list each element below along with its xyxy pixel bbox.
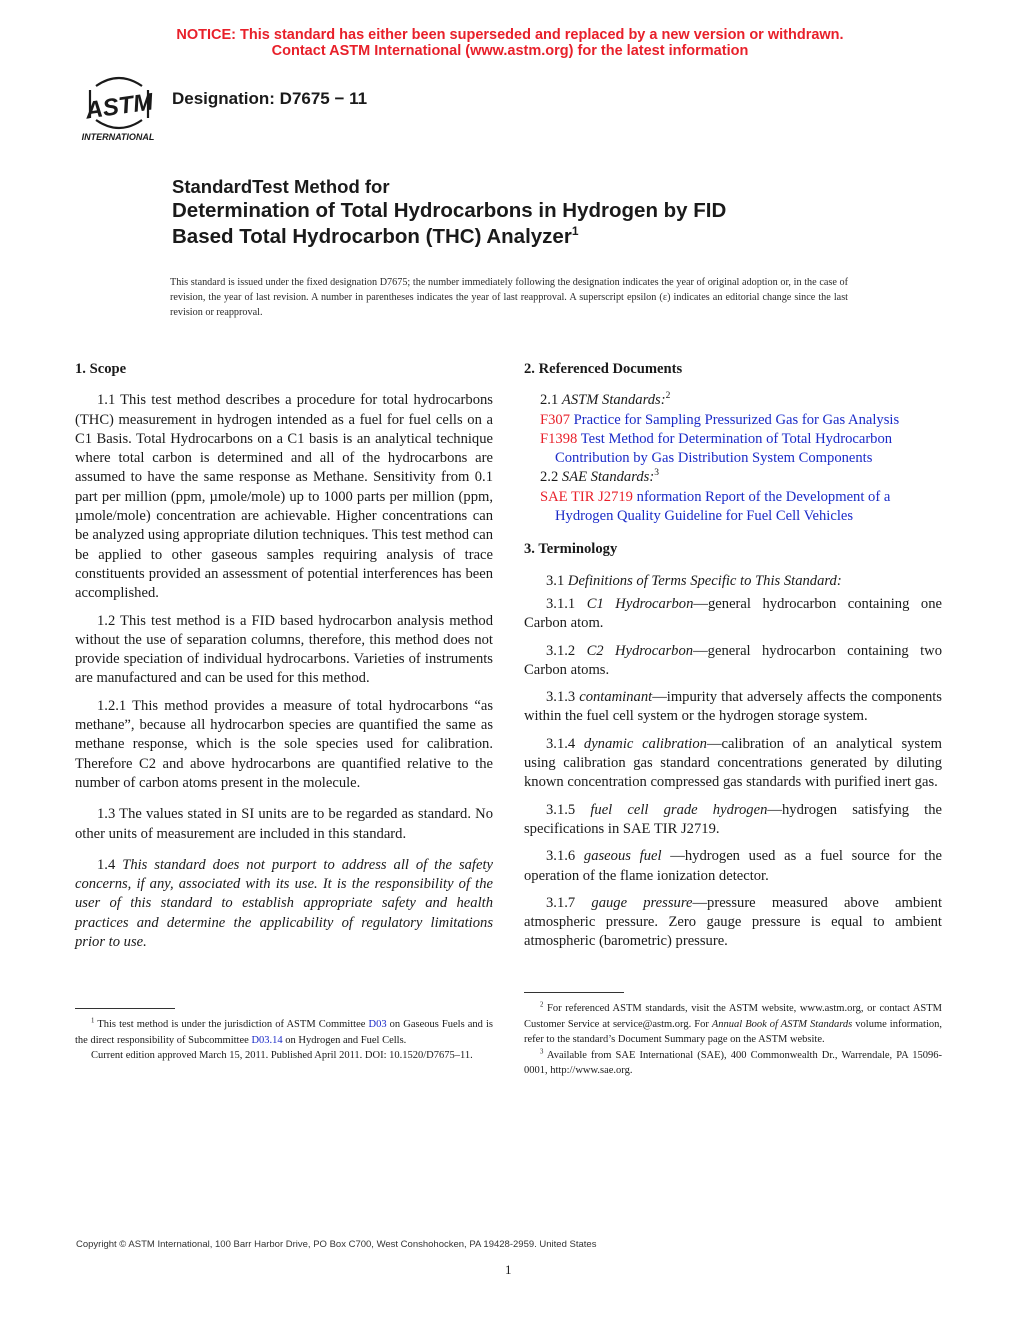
definition-list <box>524 595 942 952</box>
title-line-1: StandardTest Method for <box>172 176 390 197</box>
notice-line-2: Contact ASTM International (www.astm.org) for the latest information <box>271 43 749 59</box>
definition-3-1-3: 3.1.3 contaminant—impurity that adversely affects the components within the fuel cell system or the hydrogen storage system. <box>524 689 942 725</box>
copyright: Copyright © ASTM International, 100 Barr Harbor Drive, PO Box C700, West Conshohocken, PA 19428-2959. United States <box>76 1239 597 1250</box>
defined-term: fuel cell grade hydrogen <box>590 801 768 818</box>
definition-3-1-6: 3.1.6 gaseous fuel —hydrogen used as a fuel source for the operation of the flame ionization detector. <box>524 848 942 884</box>
definition-3-1-2: 3.1.2 C2 Hydrocarbon—general hydrocarbon containing two Carbon atoms. <box>524 642 942 678</box>
right-footnotes <box>524 992 942 1079</box>
scope-1-2-1: 1.2.1 This method provides a measure of total hydrocarbons “as methane”, because all hydrocarbon species are quantified the same as methane response, which is the sole species used for calibration. Therefore C2 and above hydrocarbons are quantified relative to the number of carbon atoms present in the molecule. <box>75 697 493 791</box>
definition-3-1-5: 3.1.5 fuel cell grade hydrogen—hydrogen satisfying the specifications in SAE TIR J2719. <box>524 801 942 837</box>
title-line-3: Based Total Hydrocarbon (THC) Analyzer$^1$ <box>172 224 579 248</box>
reference-title[interactable]: Practice for Sampling Pressurized Gas for Gas Analysis <box>573 411 900 428</box>
logo-sub: INTERNATIONAL <box>81 132 155 142</box>
definition-3-1-1: 3.1.1 C1 Hydrocarbon—general hydrocarbon containing one Carbon atom. <box>524 595 942 632</box>
sae-reference-list <box>524 488 942 527</box>
sae-standards-label: 2.2 SAE Standards:$^3$ <box>540 468 659 486</box>
definition-3-1-4: 3.1.4 dynamic calibration—calibration of an analytical system using calibration gas standard concentrations generated by diluting known concentration compressed gas standards with purified inert gas. <box>524 735 942 791</box>
defined-term: gaseous fuel <box>583 848 662 865</box>
reference-item[interactable] <box>524 430 942 469</box>
astm-standards-label: 2.1 ASTM Standards:$^2$ <box>540 391 671 409</box>
scope-heading: 1. Scope <box>75 361 127 377</box>
left-column <box>75 360 493 960</box>
scope-1-2: 1.2 This test method is a FID based hydrocarbon analysis method without the use of separation columns, therefore, this method does not provide speciation of individual hydrocarbons. Varieties of instruments are manufactured and can be used for this method. <box>75 612 493 687</box>
defined-term: C1 Hydrocarbon <box>586 595 694 612</box>
withdrawal-notice <box>0 27 1020 59</box>
defined-term: contaminant <box>579 689 653 706</box>
title-footnote-mark: 1 <box>571 224 579 239</box>
scope-1-3: 1.3 The values stated in SI units are to be regarded as standard. No other units of measurement are included in this standard. <box>75 806 493 842</box>
footnote-rule <box>524 992 624 993</box>
referenced-documents-heading: 2. Referenced Documents <box>524 361 683 377</box>
committee-link[interactable]: D03 <box>368 1019 387 1030</box>
astm-logo <box>76 72 162 144</box>
reference-item[interactable] <box>524 488 942 527</box>
terminology-3-1: 3.1 Definitions of Terms Specific to This Standard: <box>546 572 842 589</box>
designation: Designation: D7675 − 11 <box>172 89 368 108</box>
reference-item[interactable] <box>524 411 942 430</box>
logo-mark: ASTM <box>83 88 155 125</box>
footnote-1: $^1$ This test method is under the jurisdiction of ASTM Committee D03 on Gaseous Fuels and is the direct responsibility of Subcommittee D03.14 on Hydrogen and Fuel Cells. <box>75 1017 494 1046</box>
footnote-1-edition: Current edition approved March 15, 2011. Published April 2011. DOI: 10.1520/D7675–11. <box>91 1050 473 1061</box>
scope-1-1: 1.1 This test method describes a procedure for total hydrocarbons (THC) measurement in hydrogen intended as a fuel for fuel cells on a C1 Basis. Total Hydrocarbons on a C1 basis is an analytical technique where total carbon is determined and all of the hydrocarbons are assumed to have the same response as Methane. Sensitivity from 0.1 part per million (ppm, µmole/mole) up to 1000 parts per million (ppm, µmole/mole) concentration are achievable. Higher concentrations can be analyzed using appropriate dilution techniques. This test method can be applied to other gaseous samples requiring analysis of trace constituents provided an assessment of potential interferences has been accomplished. <box>75 392 493 602</box>
definition-3-1-7: 3.1.7 gauge pressure—pressure measured above ambient atmospheric pressure. Zero gauge pressure is equal to ambient atmospheric (barometric) pressure. <box>524 894 943 950</box>
footnote-2: $^2$ For referenced ASTM standards, visit the ASTM website, www.astm.org, or contact ASTM Customer Service at service@astm.org. For Annual Book of ASTM Standards volume information, refer to the standard’s Document Summary page on the ASTM website. <box>524 1001 943 1045</box>
page-number: 1 <box>505 1262 512 1277</box>
defined-term: C2 Hydrocarbon <box>586 642 694 659</box>
title-line-2: Determination of Total Hydrocarbons in Hydrogen by FID <box>172 199 727 222</box>
reference-code[interactable]: F307 <box>540 411 571 428</box>
reference-title[interactable]: Test Method for Determination of Total Hydrocarbon Contribution by Gas Distribution System Components <box>555 430 893 467</box>
defined-term: gauge pressure <box>591 894 693 911</box>
reference-title[interactable]: nformation Report of the Development of a Hydrogen Quality Guideline for Fuel Cell Vehicles <box>555 488 891 525</box>
subcommittee-link[interactable]: D03.14 <box>251 1034 283 1046</box>
footnote-3: $^3$ Available from SAE International (SAE), 400 Commonwealth Dr., Warrendale, PA 15096-0001, http://www.sae.org. <box>524 1048 942 1076</box>
left-footnotes <box>75 1008 493 1064</box>
footnote-rule <box>75 1008 175 1009</box>
astm-reference-list <box>524 411 942 469</box>
scope-1-4: 1.4 This standard does not purport to address all of the safety concerns, if any, associated with its use. It is the responsibility of the user of this standard to establish appropriate safety and health practices and determine the applicability of regulatory limitations prior to use. <box>75 856 493 951</box>
document-title <box>172 176 872 250</box>
right-column <box>524 360 942 960</box>
notice-line-1: NOTICE: This standard has either been superseded and replaced by a new version or withdrawn. <box>176 27 844 43</box>
reference-code[interactable]: F1398 <box>540 430 578 447</box>
defined-term: dynamic calibration <box>583 735 707 752</box>
terminology-heading: 3. Terminology <box>524 541 618 558</box>
reference-code[interactable]: SAE TIR J2719 <box>540 488 633 505</box>
preamble: This standard is issued under the fixed designation D7675; the number immediately following the designation indicates the year of original adoption or, in the case of revision, the year of last revision. A number in parentheses indicates the year of last reapproval. A superscript epsilon (ε) indicates an editorial change since the last revision or reapproval. <box>170 277 848 318</box>
